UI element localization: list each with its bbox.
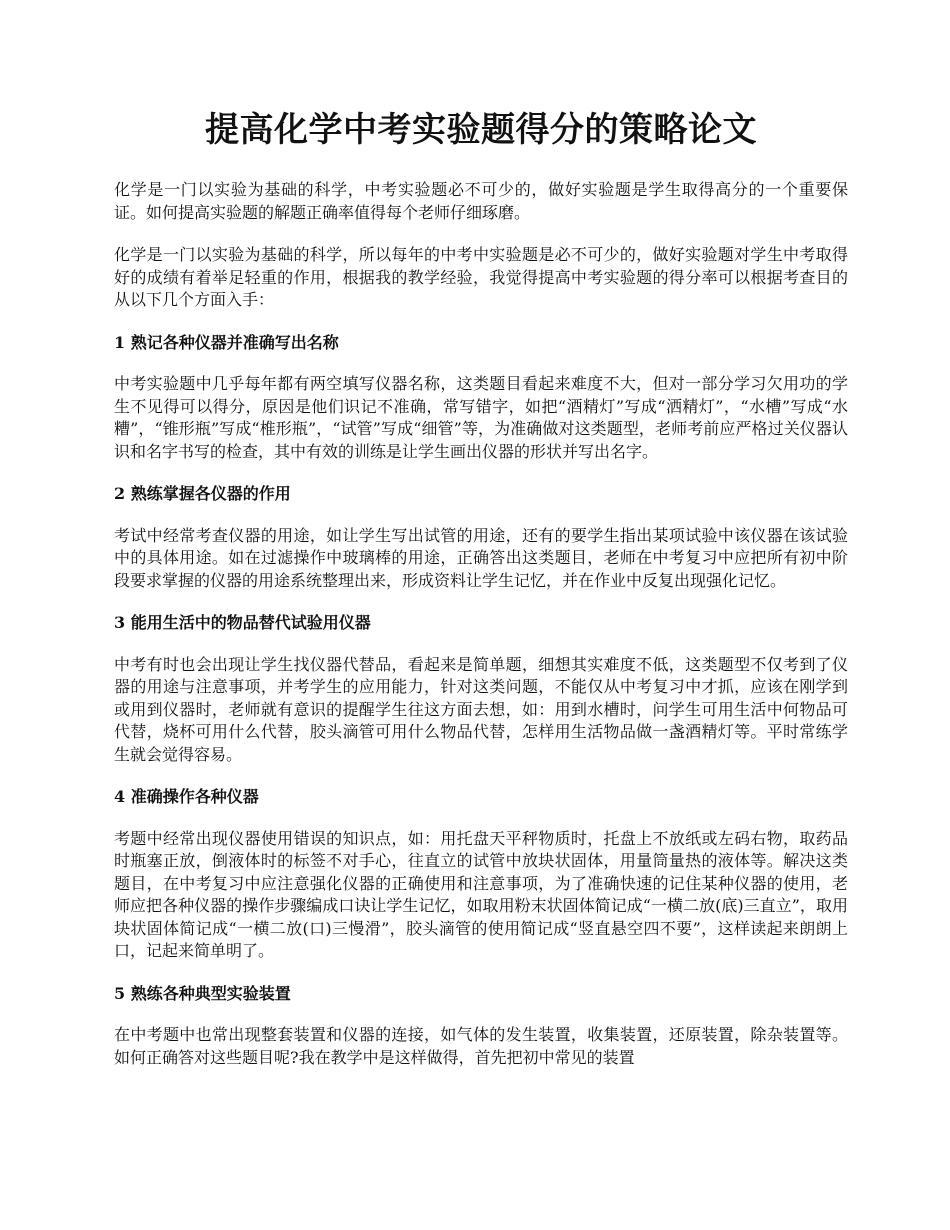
section-5-body: 在中考题中也常出现整套装置和仪器的连接，如气体的发生装置，收集装置，还原装置，除杂装置等。如何正确答对这些题目呢?我在教学中是这样做得，首先把初中常见的装置 bbox=[114, 1025, 848, 1067]
intro-paragraph-2: 化学是一门以实验为基础的科学，所以每年的中考中实验题是必不可少的，做好实验题对学生中考取得好的成绩有着举足轻重的作用，根据我的教学经验，我觉得提高中考实验题的得分率可以根据考查目的从以下几个方面入手： bbox=[114, 245, 848, 310]
section-3-heading: 3 能用生活中的物品替代试验用仪器 bbox=[114, 613, 371, 633]
section-5-heading: 5 熟练各种典型实验装置 bbox=[114, 983, 291, 1003]
section-1-heading: 1 熟记各种仪器并准确写出名称 bbox=[114, 332, 339, 352]
section-4-body: 考题中经常出现仪器使用错误的知识点，如：用托盘天平秤物质时，托盘上不放纸或左码右物，取药品时瓶塞正放，倒液体时的标签不对手心，往直立的试管中放块状固体，用量筒量热的液体等。解决这类题目，在中考复习中应注意强化仪器的正确使用和注意事项，为了准确快速的记住某种仪器的使用，老师应把各种仪器的操作步骤编成口诀让学生记忆，如取用粉末状固体简记成“一横二放(底)三直立”，取用块状固体简记成“一横二放(口)三慢滑”，胶头滴管的使用简记成“竖直悬空四不要”，这样读起来朗朗上口，记起来简单明了。 bbox=[114, 828, 848, 961]
section-2-heading: 2 熟练掌握各仪器的作用 bbox=[114, 484, 291, 504]
section-2-body: 考试中经常考查仪器的用途，如让学生写出试管的用途，还有的要学生指出某项试验中该仪器在该试验中的具体用途。如在过滤操作中玻璃棒的用途，正确答出这类题目，老师在中考复习中应把所有初中阶段要求掌握的仪器的用途系统整理出来，形成资料让学生记忆，并在作业中反复出现强化记忆。 bbox=[114, 525, 848, 590]
document-title: 提高化学中考实验题得分的策略论文 bbox=[205, 110, 757, 150]
section-1-body: 中考实验题中几乎每年都有两空填写仪器名称，这类题目看起来难度不大，但对一部分学习欠用功的学生不见得可以得分，原因是他们识记不准确，常写错字，如把“酒精灯”写成“洒精灯”，“水槽”写成“水糟”，“锥形瓶”写成“椎形瓶”，“试管”写成“细管”等，为准确做对这类题型，老师考前应严格过关仪器认识和名字书写的检查，其中有效的训练是让学生画出仪器的形状并写出名字。 bbox=[114, 374, 848, 461]
intro-paragraph-1: 化学是一门以实验为基础的科学，中考实验题必不可少的，做好实验题是学生取得高分的一个重要保证。如何提高实验题的解题正确率值得每个老师仔细琢磨。 bbox=[114, 180, 848, 222]
document-page bbox=[114, 108, 848, 1089]
section-4-heading: 4 准确操作各种仪器 bbox=[114, 787, 259, 807]
section-3-body: 中考有时也会出现让学生找仪器代替品，看起来是简单题，细想其实难度不低，这类题型不仅考到了仪器的用途与注意事项，并考学生的应用能力，针对这类问题，不能仅从中考复习中才抓，应该在刚学到或用到仪器时，老师就有意识的提醒学生往这方面去想，如：用到水槽时，问学生可用生活中何物品可代替，烧杯可用什么代替，胶头滴管可用什么物品代替，怎样用生活物品做一盏酒精灯等。平时常练学生就会觉得容易。 bbox=[114, 654, 848, 764]
